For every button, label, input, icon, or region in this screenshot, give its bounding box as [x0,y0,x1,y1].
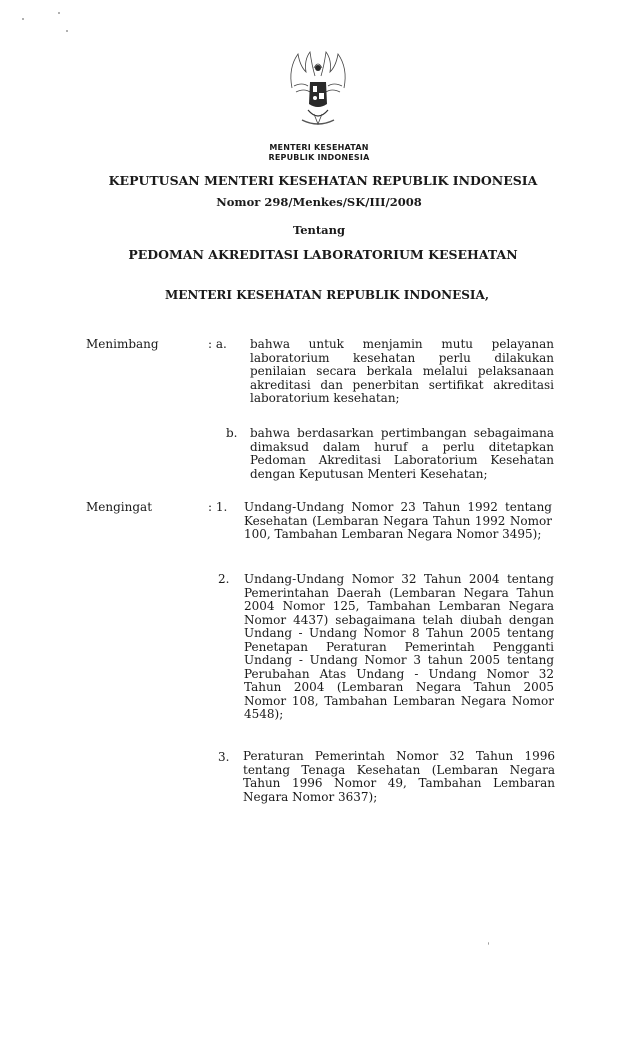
menimbang-marker-a: : a. [208,337,227,351]
mengingat-marker-1: : 1. [208,500,228,514]
scan-speck [22,18,24,20]
mengingat-item-1: Undang-Undang Nomor 23 Tahun 1992 tentang Kesehatan (Lembaran Negara Tahun 1992 Nomor 100, Tambahan Lembaran Negara Nomor 3495); [244,500,552,541]
decree-issuer: MENTERI KESEHATAN REPUBLIK INDONESIA, [164,288,490,302]
menimbang-marker-b: b. [226,426,238,440]
menimbang-label: Menimbang [86,337,159,351]
decree-subject: PEDOMAN AKREDITASI LABORATORIUM KESEHATAN [128,247,518,262]
scan-speck [66,30,68,32]
decree-number: Nomor 298/Menkes/SK/III/2008 [216,195,422,209]
mengingat-marker-2: 2. [218,572,230,586]
menimbang-item-a: bahwa untuk menjamin mutu pelayanan laboratorium kesehatan perlu dilakukan penilaian secara berkala melalui pelaksanaan akreditasi dan penerbitan sertifikat akreditasi laboratorium kesehatan; [250,337,554,405]
mengingat-label: Mengingat [86,500,153,514]
mengingat-item-3: Peraturan Pemerintah Nomor 32 Tahun 1996 tentang Tenaga Kesehatan (Lembaran Negara Tahun 1996 Nomor 49, Tambahan Lembaran Negara Nomor 3637); [243,749,555,804]
scan-speck [58,12,60,14]
menimbang-item-b: bahwa berdasarkan pertimbangan sebagaimana dimaksud dalam huruf a perlu ditetapkan Pedoman Akreditasi Laboratorium Kesehatan dengan Keputusan Menteri Kesehatan; [250,426,554,481]
mengingat-item-2: Undang-Undang Nomor 32 Tahun 2004 tentang Pemerintahan Daerah (Lembaran Negara Tahun 2004 Nomor 125, Tambahan Lembaran Negara Nomor 4437) sebagaimana telah diubah dengan Undang - Undang Nomor 8 Tahun 2005 tentang Penetapan Peraturan Pemerintah Pengganti Undang - Undang Nomor 3 tahun 2005 tentang Perubahan Atas Undang - Undang Nomor 32 Tahun 2004 (Lembaran Negara Tahun 2005 Nomor 108, Tambahan Lembaran Negara Nomor 4548); [244,572,554,721]
decree-tentang: Tentang [292,223,346,237]
garuda-emblem-icon [284,48,352,136]
decree-title: KEPUTUSAN MENTERI KESEHATAN REPUBLIK INDONESIA [108,173,538,188]
ministry-name-line2: REPUBLIK INDONESIA [268,153,370,162]
ministry-name-line1: MENTERI KESEHATAN [269,143,369,152]
mengingat-marker-3: 3. [218,750,230,764]
scan-speck [488,942,489,945]
